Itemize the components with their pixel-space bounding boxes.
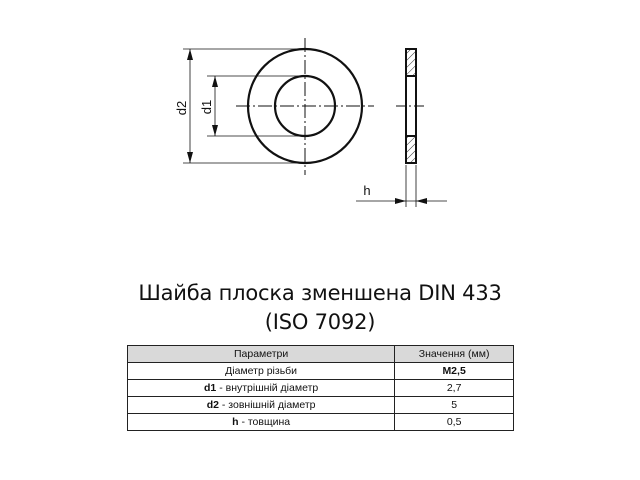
param-cell (128, 414, 395, 431)
param-description: Діаметр різьби (225, 365, 298, 377)
value-cell: 2,7 (395, 380, 514, 397)
param-description: - зовнішній діаметр (218, 399, 316, 411)
param-cell (128, 380, 395, 397)
param-symbol: d2 (206, 399, 219, 411)
param-symbol: h (232, 416, 239, 428)
param-cell (128, 363, 395, 380)
table-header-row (128, 346, 514, 363)
h-label: h (363, 183, 371, 198)
side-view-bottom-section (406, 136, 416, 163)
param-symbol: d1 (204, 382, 217, 394)
value-cell: 0,5 (395, 414, 514, 431)
value-cell: M2,5 (395, 363, 514, 380)
d1-arrow-bottom (212, 125, 218, 136)
title-line-1: Шайба плоска зменшена DIN 433 (138, 281, 502, 305)
d2-arrow-bottom (187, 152, 193, 163)
side-view-top-section (406, 49, 416, 76)
d2-label: d2 (174, 100, 189, 116)
table-row (128, 397, 514, 414)
table-row (128, 363, 514, 380)
header-parameters: Параметри (128, 346, 395, 363)
d1-label: d1 (199, 99, 214, 115)
d2-arrow-top (187, 49, 193, 60)
value-cell: 5 (395, 397, 514, 414)
h-arrow-left (395, 198, 406, 204)
header-values: Значення (мм) (395, 346, 514, 363)
d1-arrow-top (212, 76, 218, 87)
h-arrow-right (416, 198, 427, 204)
table-row (128, 380, 514, 397)
param-description: - внутрішній діаметр (216, 382, 319, 394)
table-row (128, 414, 514, 431)
param-description: - товщина (238, 416, 291, 428)
param-cell (128, 397, 395, 414)
title-line-2: (ISO 7092) (264, 310, 376, 334)
spec-table (127, 345, 514, 431)
